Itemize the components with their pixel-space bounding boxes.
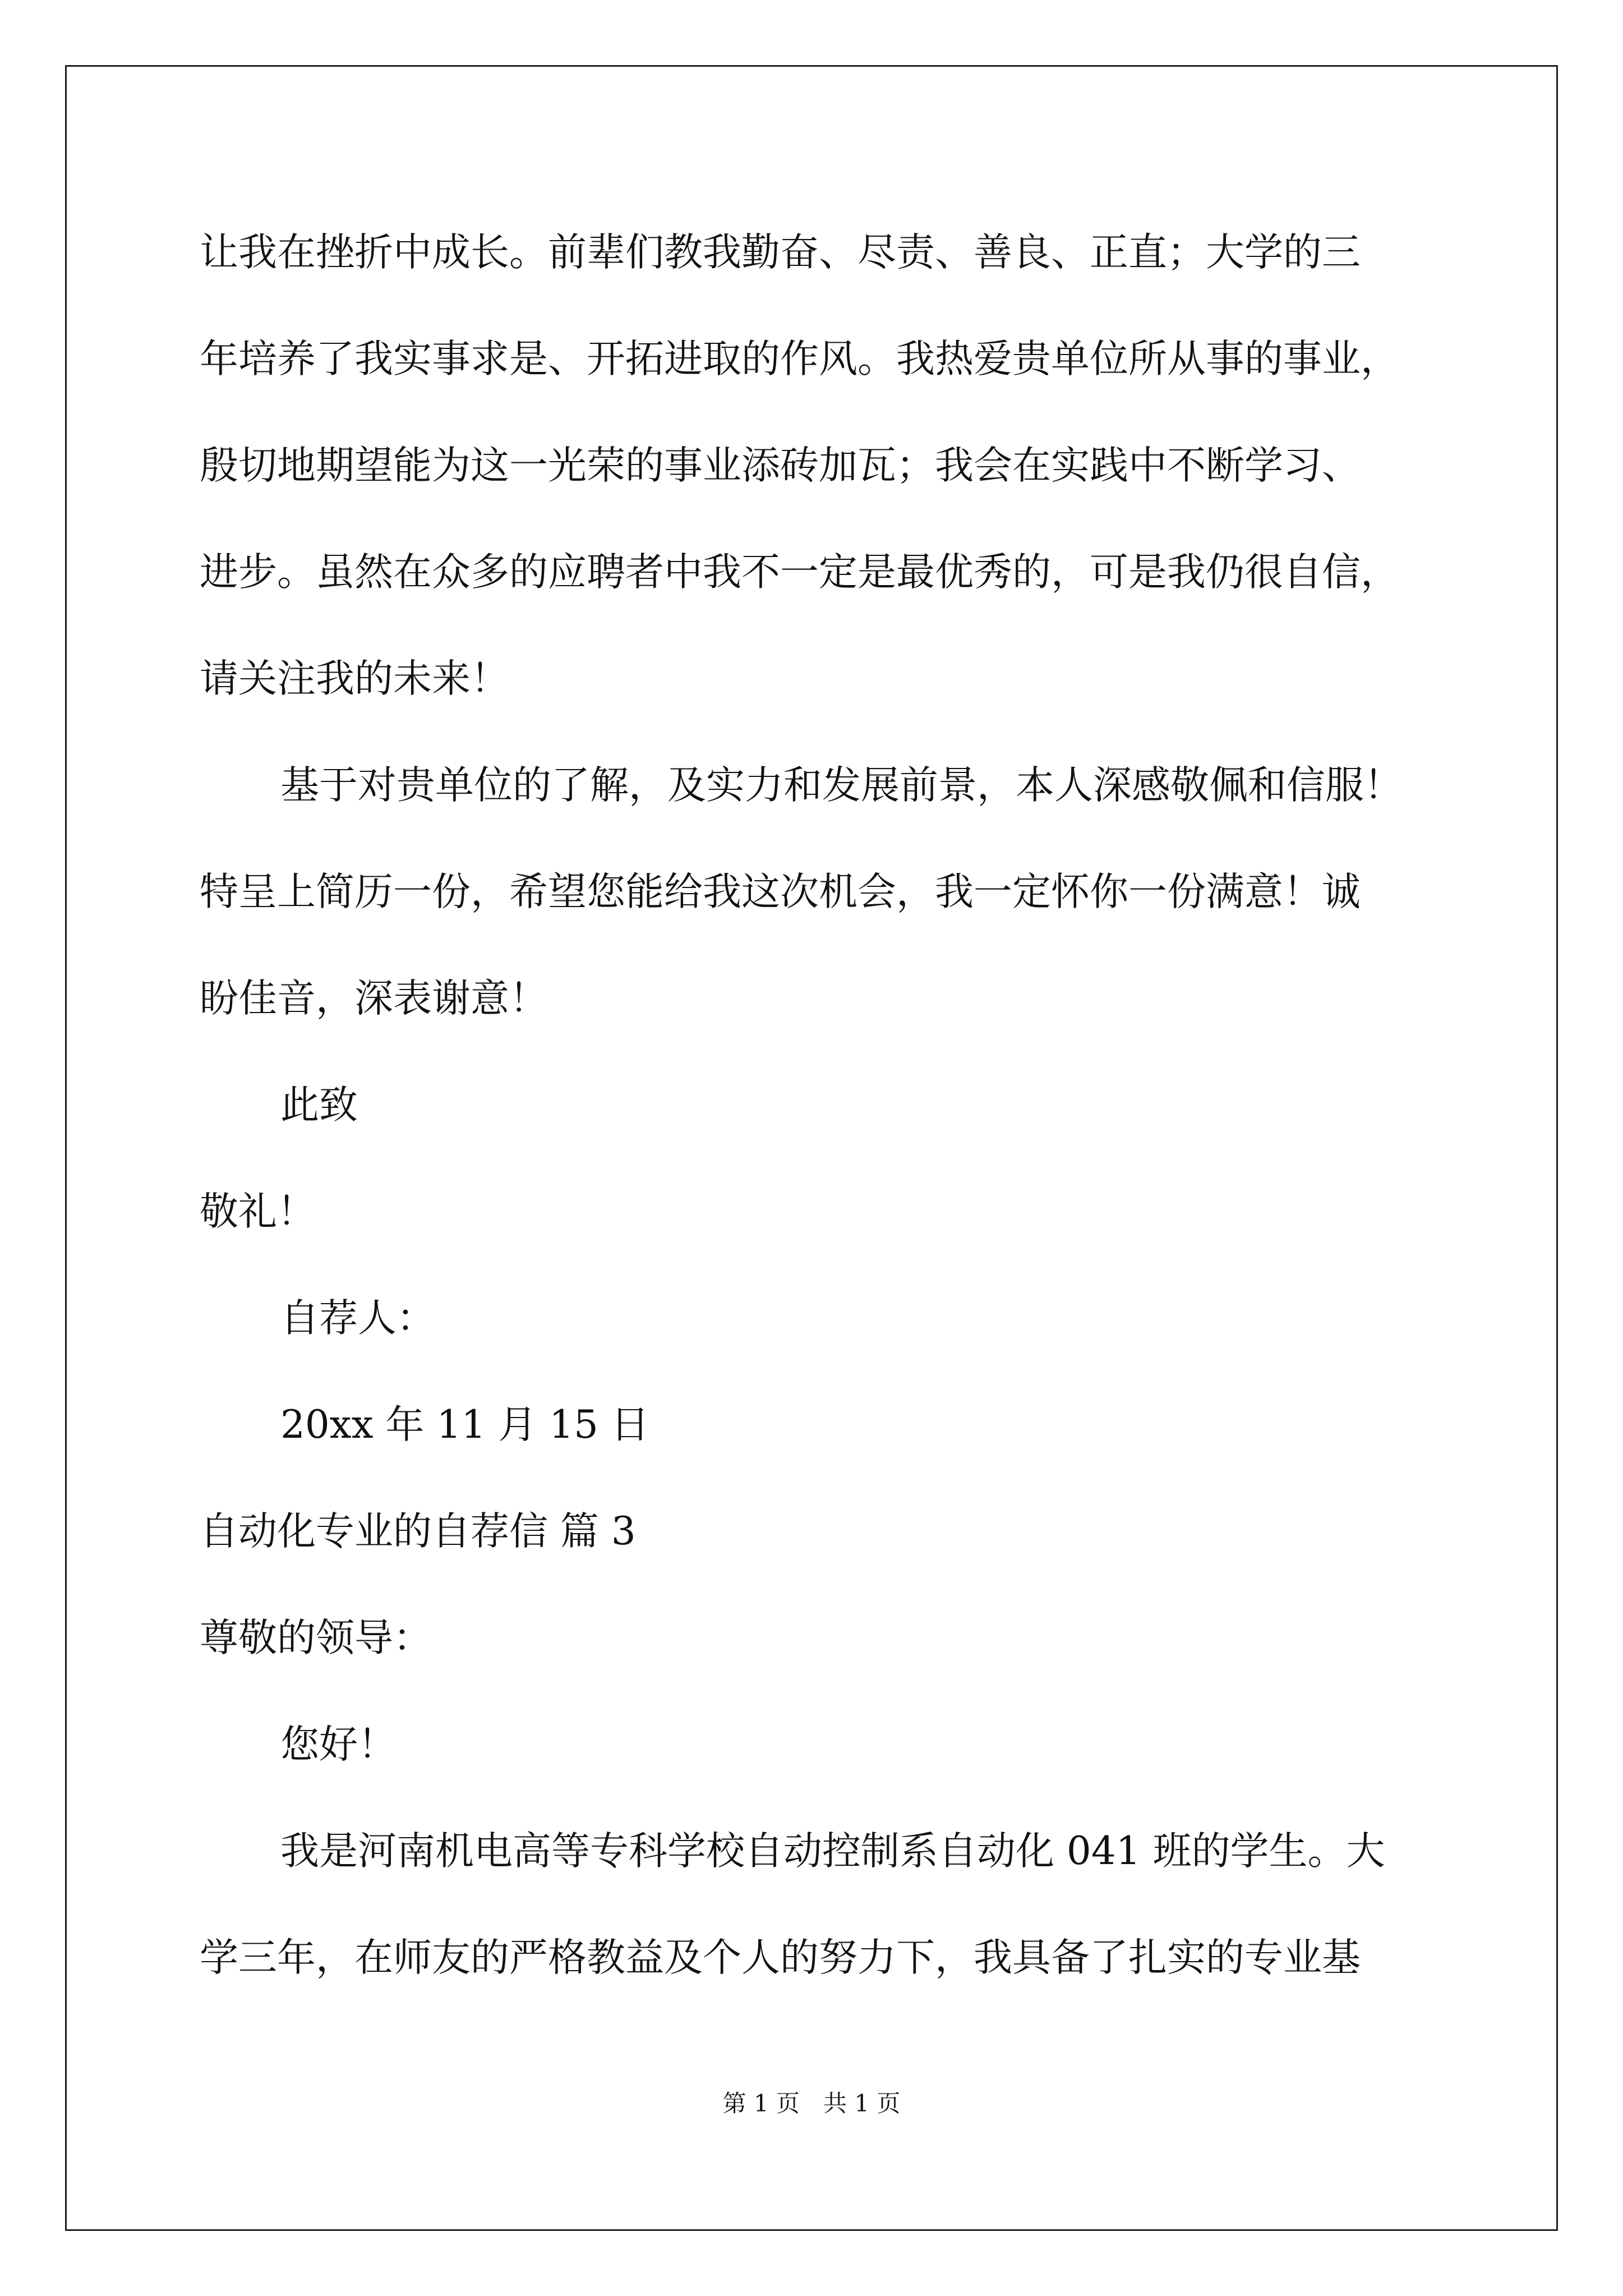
body-line: 请关注我的未来！ xyxy=(200,656,509,701)
paragraph-start-line: 我是河南机电高等专科学校自动控制系自动化 041 班的学生。大 xyxy=(280,1829,1385,1874)
body-line: 学三年，在师友的严格教益及个人的努力下，我具备了扎实的专业基 xyxy=(200,1935,1361,1980)
body-line: 殷切地期望能为这一光荣的事业添砖加瓦；我会在实践中不断学习、 xyxy=(200,443,1361,488)
closing-salutation: 此致 xyxy=(280,1083,358,1128)
body-line: 让我在挫折中成长。前辈们教我勤奋、尽责、善良、正直；大学的三 xyxy=(200,230,1361,275)
signature-label: 自荐人： xyxy=(280,1296,435,1341)
page-number-footer: 第 1 页 共 1 页 xyxy=(722,2090,901,2117)
paragraph-start-line: 基于对贵单位的了解，及实力和发展前景，本人深感敬佩和信服！ xyxy=(280,763,1403,808)
body-line: 盼佳音，深表谢意！ xyxy=(200,976,548,1021)
closing-regards: 敬礼！ xyxy=(200,1189,316,1234)
greeting-hello: 您好！ xyxy=(280,1722,396,1767)
body-line: 年培养了我实事求是、开拓进取的作风。我热爱贵单位所从事的事业， xyxy=(200,337,1399,381)
section-heading: 自动化专业的自荐信 篇 3 xyxy=(200,1509,636,1554)
body-line: 进步。虽然在众多的应聘者中我不一定是最优秀的，可是我仍很自信， xyxy=(200,550,1399,595)
letter-date: 20xx 年 11 月 15 日 xyxy=(280,1402,649,1447)
greeting: 尊敬的领导： xyxy=(200,1616,432,1660)
body-line: 特呈上简历一份，希望您能给我这次机会，我一定怀你一份满意！诚 xyxy=(200,869,1361,914)
